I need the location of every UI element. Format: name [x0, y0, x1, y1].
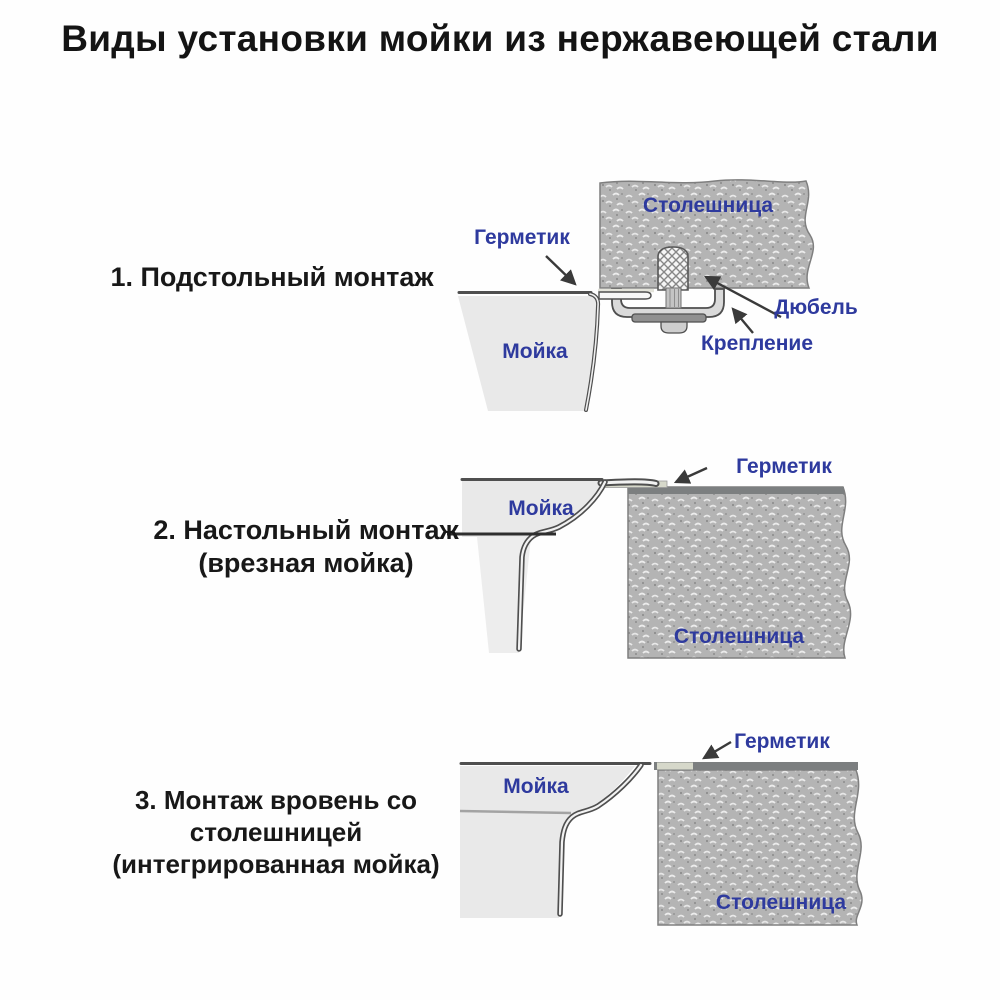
- annotation-sealant-1: Герметик: [474, 226, 570, 249]
- sealant-bead: [657, 763, 693, 770]
- annotation-countertop-1: Столешница: [642, 194, 774, 217]
- annotation-bracket: Крепление: [700, 332, 814, 355]
- annotation-countertop-2: Столешница: [673, 625, 805, 648]
- arrow-bracket: [733, 309, 753, 333]
- section-3-label: [112, 784, 439, 880]
- annotation-sink-1: Мойка: [502, 340, 568, 363]
- annotation-dowel: Дюбель: [774, 296, 858, 319]
- arrow-sealant-2: [676, 468, 707, 482]
- annotation-sealant-2: Герметик: [736, 455, 832, 478]
- screw: [666, 288, 681, 308]
- annotation-sink-3: Мойка: [503, 775, 569, 798]
- nut: [661, 322, 687, 333]
- arrow-sealant-3: [704, 742, 731, 758]
- section-3-label-line1: 3. Монтаж вровень со: [134, 785, 418, 815]
- page-title: Виды установки мойки из нержавеющей стали: [61, 18, 939, 59]
- dowel-anchor: [658, 247, 688, 290]
- section-1-label: 1. Подстольный монтаж: [110, 262, 434, 292]
- washer-plate: [632, 314, 706, 322]
- arrow-sealant-1: [546, 256, 575, 284]
- section-2-label-line2: (врезная мойка): [198, 548, 414, 578]
- annotation-sealant-3: Герметик: [734, 730, 830, 753]
- sink-rim-edge-highlight: [601, 482, 656, 484]
- annotation-countertop-3: Столешница: [715, 891, 847, 914]
- annotation-sink-2: Мойка: [508, 497, 574, 520]
- section-3-label-line3: (интегрированная мойка): [112, 849, 440, 879]
- section-2-label: [153, 514, 458, 580]
- section-2-label-line1: 2. Настольный монтаж: [153, 515, 459, 545]
- countertop-top-strip: [628, 487, 844, 494]
- sink-lip: [599, 292, 651, 299]
- section-3-label-line2: столешницей: [189, 817, 363, 847]
